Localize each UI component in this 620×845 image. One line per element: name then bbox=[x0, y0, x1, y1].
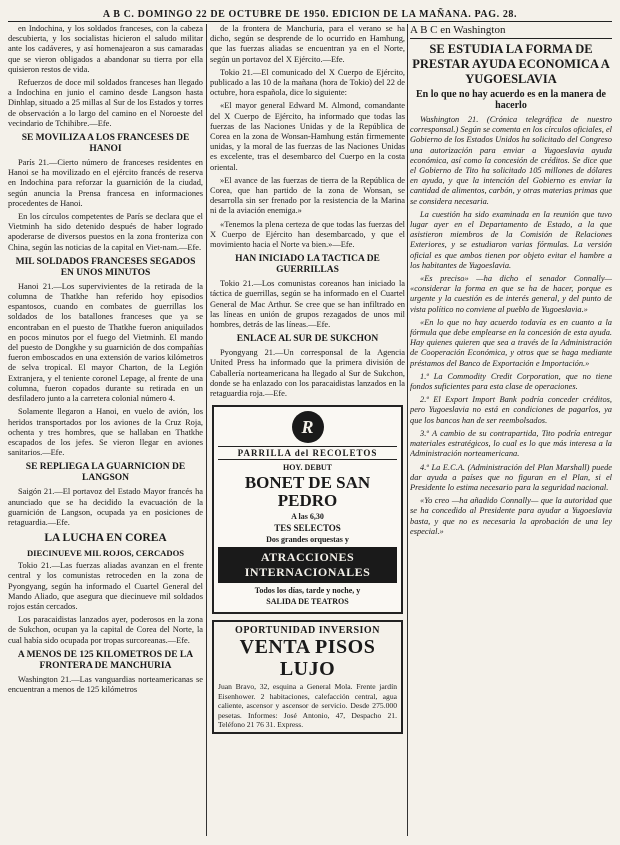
page-header bbox=[0, 0, 620, 20]
subheadline: En lo que no hay acuerdo es en la manera de hacerlo bbox=[415, 89, 606, 111]
headline: SE MOVILIZA A LOS FRANCESES DE HANOI bbox=[21, 133, 190, 155]
paragraph: de la frontera de Manchuria, para el verano se ha dicho, según se desprende de lo ocurrido en Hamhung, que las fuerzas aliadas se encuentran ya en el Norte, según un portavoz del X Ejército.—Efe. bbox=[210, 24, 405, 64]
paragraph: Washington 21.—Las vanguardias norteamericanas se encuentran a menos de 125 kilómetros bbox=[8, 674, 203, 694]
column-divider bbox=[206, 24, 207, 836]
paragraph: París 21.—Cierto número de franceses residentes en Hanoi se ha movilizado en el ejército francés de reserva en Indochina para reforzar la guarnición de la ciudad, según anuncia la Prensa francesa en informaciones procedentes de Hanoi. bbox=[8, 158, 203, 208]
ad-debut: HOY. DEBUT bbox=[282, 463, 333, 473]
advertisement-recoletos bbox=[212, 405, 403, 614]
ad-star-line-1: BONET DE SAN bbox=[244, 473, 371, 493]
header-text: A B C. DOMINGO 22 DE OCTUBRE DE 1950. EDICION DE LA MAÑANA. PAG. 28. bbox=[102, 9, 518, 20]
paragraph: »El avance de las fuerzas de tierra de la República de Corea, que han partido de la zona de Wonsan, se desarrolla sin ser frenado por la resistencia de la Marina ni de la aviación enemiga.» bbox=[210, 175, 405, 216]
paragraph: «Tenemos la plena certeza de que todas las fuerzas del X Cuerpo de Ejército han desembarcado, y que el movimiento hacia el Norte va bien.»—Efe. bbox=[210, 219, 405, 250]
paragraph: 3.º A cambio de su contrapartida, Tito podría entregar materiales estratégicos, lo cual es lo que más interesa a la Administración norteamericana. bbox=[410, 428, 612, 459]
headline: A MENOS DE 125 KILOMETROS DE LA FRONTERA DE MANCHURIA bbox=[17, 649, 194, 671]
ad-venue-name: PARRILLA del RECOLETOS bbox=[218, 446, 397, 460]
paragraph: Pyongyang 21.—Un corresponsal de la Agencia United Press ha informado que la primera división de Caballería norteamericana ha llegado al Sur de Sukchon, donde se ha enlazado con los paracaidistas lanzados en la retaguardia roja.—Efe. bbox=[210, 348, 405, 399]
column-divider bbox=[407, 24, 408, 836]
ad-time: A las 6,30 bbox=[291, 512, 324, 522]
headline: HAN INICIADO LA TACTICA DE GUERRILLAS bbox=[235, 254, 380, 276]
headline: MIL SOLDADOS FRANCESES SEGADOS EN UNOS MINUTOS bbox=[15, 256, 196, 278]
paragraph: 2.º El Export Import Bank podría conceder créditos, pero Yugoeslavia no está en condiciones de pagarlos, ya que los bancos han de ser reembolsados. bbox=[410, 395, 612, 425]
headline: SE ESTUDIA LA FORMA DE PRESTAR AYUDA ECONOMICA A YUGOESLAVIA bbox=[412, 42, 610, 86]
paragraph: Refuerzos de doce mil soldados franceses han llegado a Indochina en junio el camino desde Langson hasta Dinhlap, situado a 25 millas al Sur de los Estados y torres de observación a lo largo del camino en el Noroeste del vecindario de Tchihibre.—Efe. bbox=[8, 78, 203, 128]
paragraph: Hanoi 21.—Los supervivientes de la retirada de la columna de Thatkhe han referido hoy episodios espantosos, cuando en combates de guerrillas los soldados de los batallones franceses que ya se encontraban en el puesto de Thatkhe fueron aniquilados en pocos minutos por el fuego del Vietminh. El mando del puesto de Dongkhe y su guarnición de dos compañías fueron emboscados en una extensión de varios kilómetros de selva tropical. El mayor Charton, de la Legión Extranjera, y el teniente coronel Lepage, al frente de una columna, fueron copados durante su retirada en un desfiladero junto a la carretera colonial número 4. bbox=[8, 281, 203, 404]
recoletos-logo: R bbox=[292, 411, 324, 443]
ad2-line2: VENTA PISOS LUJO bbox=[239, 636, 376, 681]
ad-orchestras: Dos grandes orquestas y bbox=[266, 535, 349, 545]
paragraph: en Indochina, y los soldados franceses, con la cabeza descubierta, y los socialistas hicieron el saludo militar ante los cadáveres, y así homenajearon a sus camaradas que se vieron obligados a abandonar su tierra por ella quisieron restos de vida. bbox=[8, 24, 203, 74]
advertisement-flats bbox=[212, 620, 403, 734]
paragraph: «Es preciso» —ha dicho el senador Connally— «considerar la forma en que se ha de hacer, porque es urgente y la cuestión es de interés general, y del punto de vista político no conviene al pueblo de Yugoeslavia.» bbox=[410, 274, 612, 314]
paragraph: 4.º La E.C.A. (Administración del Plan Marshall) puede dar ayuda a países que no figuran en el Plan, si el Presidente lo estima necesario para la seguridad nacional. bbox=[410, 462, 612, 492]
column-1 bbox=[8, 24, 203, 836]
column-2 bbox=[210, 24, 405, 836]
paragraph: En los círculos competentes de París se declara que el Vietminh ha sido detenido después de haber logrado apoderarse de diversos puestos en la zona fronteriza con China, según las noticias de la capital en Viet-nam.—Efe. bbox=[8, 212, 203, 252]
headline: SE REPLIEGA LA GUARNICION DE LANGSON bbox=[25, 462, 186, 484]
paragraph: Tokio 21.—Los comunistas coreanos han iniciado la táctica de guerrillas, según se ha informado en el Cuartel General de Mac Arthur. Se cree que se han infiltrado en las líneas en unión de grupos rezagados de unos mil hombres, detrás de las líneas.—Efe. bbox=[210, 279, 405, 330]
paragraph: 1.º La Commodity Credit Corporation, que no tiene fondos suficientes para esta clase de operaciones. bbox=[410, 371, 612, 392]
column-3 bbox=[410, 24, 612, 836]
ad2-body: Juan Bravo, 32, esquina a General Mola. Frente jardín Eisenhower. 2 habitaciones, calefacción central, agua caliente, ascensor y ascensor de servicio. Desde 275.000 pesetas. Informes: José Antonio, 47, Despacho 21. Teléfono 21 76 31. Express. bbox=[218, 682, 397, 729]
paragraph: Washington 21. (Crónica telegráfica de nuestro corresponsal.) Según se comenta en los círculos oficiales, el Gobierno de los Estados Unidos ha solicitado del Congreso una autorización para enviar a Yugoeslavia ayuda económica, así como la concesión de créditos. Se dice que el Gobierno de Tito ha solicitado 105 millones de dólares en ayuda, y que la intención del Gobierno es enviar la cantidad de alimentos, carbón, y otras materias primas que se considera necesaria. bbox=[410, 115, 612, 206]
section-title: A B C en Washington bbox=[410, 24, 612, 39]
paragraph: «El mayor general Edward M. Almond, comandante del X Cuerpo de Ejército, ha informado que todas las fuerzas de las Naciones Unidas y de la República de Corea en la zona de Wonsan-Hamhung están firmemente unidas, y la moral de las fuerzas de las Naciones Unidas es excelente, tras el desembarco del Cuerpo en la costa oriental. bbox=[210, 101, 405, 172]
header-rule bbox=[8, 21, 612, 22]
paragraph: «En lo que no hay acuerdo todavía es en cuanto a la fórmula que debe emplearse en la concesión de esta ayuda. Hay quienes quieren que sea a través de la Administración de Cooperación Económica, y otros que se haga mediante préstamos del Banco de Exportación e Importación.» bbox=[410, 317, 612, 368]
paragraph: La cuestión ha sido examinada en la reunión que tuvo lugar ayer en el Departamento de Estado, a la que asistieron miembros de la Comisión de Relaciones Exteriores, y se estudiaron varias fórmulas. La versión oficial es que ambos tienen por objeto evitar el hambre a los habitantes de Yugoeslavia. bbox=[410, 209, 612, 270]
paragraph: Solamente llegaron a Hanoi, en vuelo de avión, los heridos transportados por los aviones de la Cruz Roja, ochenta y tres hombres, que se hallaban en Thatkhe escapados de los jefes. Se vieron llegar en aviones sanitarios.—Efe. bbox=[8, 407, 203, 458]
headline: LA LUCHA EN COREA bbox=[44, 532, 167, 545]
paragraph: Saigón 21.—El portavoz del Estado Mayor francés ha anunciado que se ha decidido la evacuación de la guarnición de Langson, ocupada ya en posiciones de retaguardia.—Efe. bbox=[8, 487, 203, 527]
ad-star-line-2: PEDRO bbox=[277, 491, 338, 511]
paragraph: Los paracaidistas lanzados ayer, poderosos en la zona de Sukchon, ocupan ya la capital de Corea del Norte, la cual había sido ocupada por tropas surcoreanas.—Efe. bbox=[8, 615, 203, 645]
paragraph: Tokio 21.—El comunicado del X Cuerpo de Ejército, publicado a las 10 de la mañana (hora de Tokio) del 22 de octubre, hora española, dice lo siguiente: bbox=[210, 67, 405, 98]
headline: ENLACE AL SUR DE SUKCHON bbox=[236, 334, 379, 345]
paragraph: Tokio 21.—Las fuerzas aliadas avanzan en el frente central y los comunistas retroceden en la zona de Pyongyang, según ha informado el Cuartel General del Mando Aliado, que asegura que diecinueve mil soldados rojos están cercados. bbox=[8, 561, 203, 611]
ad-teas: TES SELECTOS bbox=[274, 523, 341, 534]
subheadline: DIECINUEVE MIL ROJOS, CERCADOS bbox=[26, 548, 185, 559]
ad-schedule: Todos los días, tarde y noche, y bbox=[254, 586, 361, 596]
paragraph: «Yo creo —ha añadido Connally— que la autoridad que se ha concedido al Presidente para ayudar a Yugoeslavia basta, y que no es necesaria la aprobación de una ley especial.» bbox=[410, 496, 612, 536]
ad-exit: SALIDA DE TEATROS bbox=[266, 597, 349, 607]
ad-attractions: ATRACCIONES INTERNACIONALES bbox=[218, 547, 397, 583]
ad2-line1: OPORTUNIDAD INVERSION bbox=[235, 625, 380, 637]
